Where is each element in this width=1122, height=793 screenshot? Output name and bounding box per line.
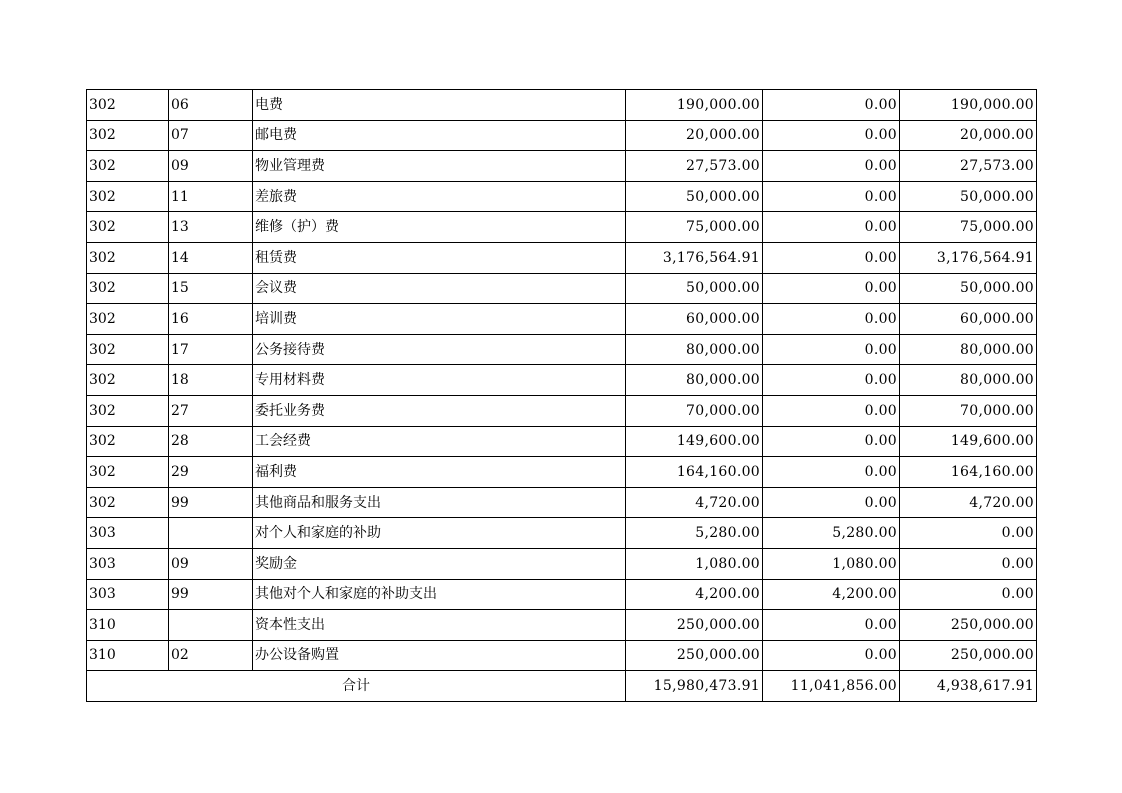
econ-class-code: 303 xyxy=(87,579,169,610)
row-project-amount: 20,000.00 xyxy=(900,120,1037,151)
row-total-amount: 3,176,564.91 xyxy=(626,242,763,273)
econ-item-code: 99 xyxy=(169,579,253,610)
expense-item-name: 专用材料费 xyxy=(253,365,626,396)
row-basic-amount: 0.00 xyxy=(763,334,900,365)
expense-item-name: 培训费 xyxy=(253,304,626,335)
row-project-amount: 250,000.00 xyxy=(900,610,1037,641)
expense-item-name: 维修（护）费 xyxy=(253,212,626,243)
row-basic-amount: 0.00 xyxy=(763,304,900,335)
table-body xyxy=(87,90,1037,671)
econ-class-code: 302 xyxy=(87,304,169,335)
total-amount: 15,980,473.91 xyxy=(626,671,763,702)
table-row xyxy=(87,395,1037,426)
row-basic-amount: 4,200.00 xyxy=(763,579,900,610)
expense-item-name: 对个人和家庭的补助 xyxy=(253,518,626,549)
row-total-amount: 4,720.00 xyxy=(626,487,763,518)
econ-item-code: 15 xyxy=(169,273,253,304)
econ-item-code: 18 xyxy=(169,365,253,396)
econ-class-code: 302 xyxy=(87,426,169,457)
row-total-amount: 190,000.00 xyxy=(626,90,763,121)
econ-class-code: 310 xyxy=(87,640,169,671)
table-row xyxy=(87,273,1037,304)
row-basic-amount: 0.00 xyxy=(763,610,900,641)
row-total-amount: 250,000.00 xyxy=(626,640,763,671)
row-total-amount: 149,600.00 xyxy=(626,426,763,457)
row-total-amount: 50,000.00 xyxy=(626,273,763,304)
econ-class-code: 302 xyxy=(87,334,169,365)
table-row xyxy=(87,181,1037,212)
row-project-amount: 250,000.00 xyxy=(900,640,1037,671)
expense-item-name: 福利费 xyxy=(253,457,626,488)
row-project-amount: 75,000.00 xyxy=(900,212,1037,243)
econ-item-code: 17 xyxy=(169,334,253,365)
table-row xyxy=(87,212,1037,243)
expense-item-name: 公务接待费 xyxy=(253,334,626,365)
row-basic-amount: 0.00 xyxy=(763,457,900,488)
econ-item-code: 16 xyxy=(169,304,253,335)
table-row xyxy=(87,334,1037,365)
row-basic-amount: 0.00 xyxy=(763,487,900,518)
row-basic-amount: 0.00 xyxy=(763,120,900,151)
econ-class-code: 302 xyxy=(87,457,169,488)
row-basic-amount: 0.00 xyxy=(763,273,900,304)
row-project-amount: 0.00 xyxy=(900,548,1037,579)
row-project-amount: 164,160.00 xyxy=(900,457,1037,488)
econ-class-code: 303 xyxy=(87,548,169,579)
table-row xyxy=(87,242,1037,273)
row-basic-amount: 1,080.00 xyxy=(763,548,900,579)
row-total-amount: 70,000.00 xyxy=(626,395,763,426)
row-project-amount: 50,000.00 xyxy=(900,273,1037,304)
total-row xyxy=(87,671,1037,702)
row-basic-amount: 0.00 xyxy=(763,365,900,396)
econ-class-code: 302 xyxy=(87,212,169,243)
row-total-amount: 27,573.00 xyxy=(626,151,763,182)
row-project-amount: 149,600.00 xyxy=(900,426,1037,457)
expense-item-name: 差旅费 xyxy=(253,181,626,212)
row-project-amount: 80,000.00 xyxy=(900,334,1037,365)
econ-item-code: 07 xyxy=(169,120,253,151)
econ-item-code: 14 xyxy=(169,242,253,273)
econ-item-code: 29 xyxy=(169,457,253,488)
row-project-amount: 190,000.00 xyxy=(900,90,1037,121)
expense-item-name: 委托业务费 xyxy=(253,395,626,426)
row-basic-amount: 0.00 xyxy=(763,90,900,121)
row-basic-amount: 0.00 xyxy=(763,426,900,457)
expense-item-name: 办公设备购置 xyxy=(253,640,626,671)
total-project-amount: 4,938,617.91 xyxy=(900,671,1037,702)
expense-item-name: 资本性支出 xyxy=(253,610,626,641)
expense-item-name: 物业管理费 xyxy=(253,151,626,182)
row-total-amount: 50,000.00 xyxy=(626,181,763,212)
row-basic-amount: 0.00 xyxy=(763,151,900,182)
table-row xyxy=(87,518,1037,549)
row-project-amount: 0.00 xyxy=(900,579,1037,610)
econ-class-code: 303 xyxy=(87,518,169,549)
econ-class-code: 302 xyxy=(87,487,169,518)
row-basic-amount: 5,280.00 xyxy=(763,518,900,549)
row-total-amount: 75,000.00 xyxy=(626,212,763,243)
row-total-amount: 80,000.00 xyxy=(626,334,763,365)
total-label: 合计 xyxy=(87,671,626,702)
econ-item-code: 09 xyxy=(169,151,253,182)
expense-item-name: 工会经费 xyxy=(253,426,626,457)
expense-item-name: 会议费 xyxy=(253,273,626,304)
row-total-amount: 80,000.00 xyxy=(626,365,763,396)
table-row xyxy=(87,365,1037,396)
total-basic-amount: 11,041,856.00 xyxy=(763,671,900,702)
row-basic-amount: 0.00 xyxy=(763,212,900,243)
econ-item-code: 99 xyxy=(169,487,253,518)
row-project-amount: 50,000.00 xyxy=(900,181,1037,212)
econ-item-code: 06 xyxy=(169,90,253,121)
expense-item-name: 奖励金 xyxy=(253,548,626,579)
econ-item-code: 02 xyxy=(169,640,253,671)
budget-expenditure-table xyxy=(86,89,1037,702)
row-total-amount: 4,200.00 xyxy=(626,579,763,610)
expense-item-name: 其他对个人和家庭的补助支出 xyxy=(253,579,626,610)
econ-item-code xyxy=(169,610,253,641)
expense-item-name: 邮电费 xyxy=(253,120,626,151)
row-total-amount: 60,000.00 xyxy=(626,304,763,335)
expense-item-name: 电费 xyxy=(253,90,626,121)
econ-item-code: 11 xyxy=(169,181,253,212)
econ-item-code xyxy=(169,518,253,549)
econ-class-code: 302 xyxy=(87,273,169,304)
row-project-amount: 3,176,564.91 xyxy=(900,242,1037,273)
table-row xyxy=(87,151,1037,182)
row-basic-amount: 0.00 xyxy=(763,181,900,212)
row-total-amount: 250,000.00 xyxy=(626,610,763,641)
table-row xyxy=(87,426,1037,457)
econ-item-code: 09 xyxy=(169,548,253,579)
table-row xyxy=(87,457,1037,488)
econ-class-code: 302 xyxy=(87,151,169,182)
row-total-amount: 5,280.00 xyxy=(626,518,763,549)
row-project-amount: 60,000.00 xyxy=(900,304,1037,335)
econ-item-code: 27 xyxy=(169,395,253,426)
row-project-amount: 0.00 xyxy=(900,518,1037,549)
row-total-amount: 164,160.00 xyxy=(626,457,763,488)
econ-class-code: 302 xyxy=(87,120,169,151)
row-basic-amount: 0.00 xyxy=(763,395,900,426)
table-row xyxy=(87,548,1037,579)
econ-class-code: 302 xyxy=(87,90,169,121)
econ-class-code: 310 xyxy=(87,610,169,641)
econ-class-code: 302 xyxy=(87,395,169,426)
econ-item-code: 13 xyxy=(169,212,253,243)
table-row xyxy=(87,640,1037,671)
expense-item-name: 租赁费 xyxy=(253,242,626,273)
table-row xyxy=(87,487,1037,518)
econ-class-code: 302 xyxy=(87,242,169,273)
row-basic-amount: 0.00 xyxy=(763,640,900,671)
row-total-amount: 1,080.00 xyxy=(626,548,763,579)
econ-class-code: 302 xyxy=(87,365,169,396)
econ-item-code: 28 xyxy=(169,426,253,457)
table-row xyxy=(87,579,1037,610)
row-total-amount: 20,000.00 xyxy=(626,120,763,151)
table-row xyxy=(87,90,1037,121)
table-row xyxy=(87,120,1037,151)
row-project-amount: 4,720.00 xyxy=(900,487,1037,518)
table-row xyxy=(87,304,1037,335)
expense-item-name: 其他商品和服务支出 xyxy=(253,487,626,518)
row-basic-amount: 0.00 xyxy=(763,242,900,273)
table-row xyxy=(87,610,1037,641)
row-project-amount: 27,573.00 xyxy=(900,151,1037,182)
row-project-amount: 80,000.00 xyxy=(900,365,1037,396)
econ-class-code: 302 xyxy=(87,181,169,212)
row-project-amount: 70,000.00 xyxy=(900,395,1037,426)
